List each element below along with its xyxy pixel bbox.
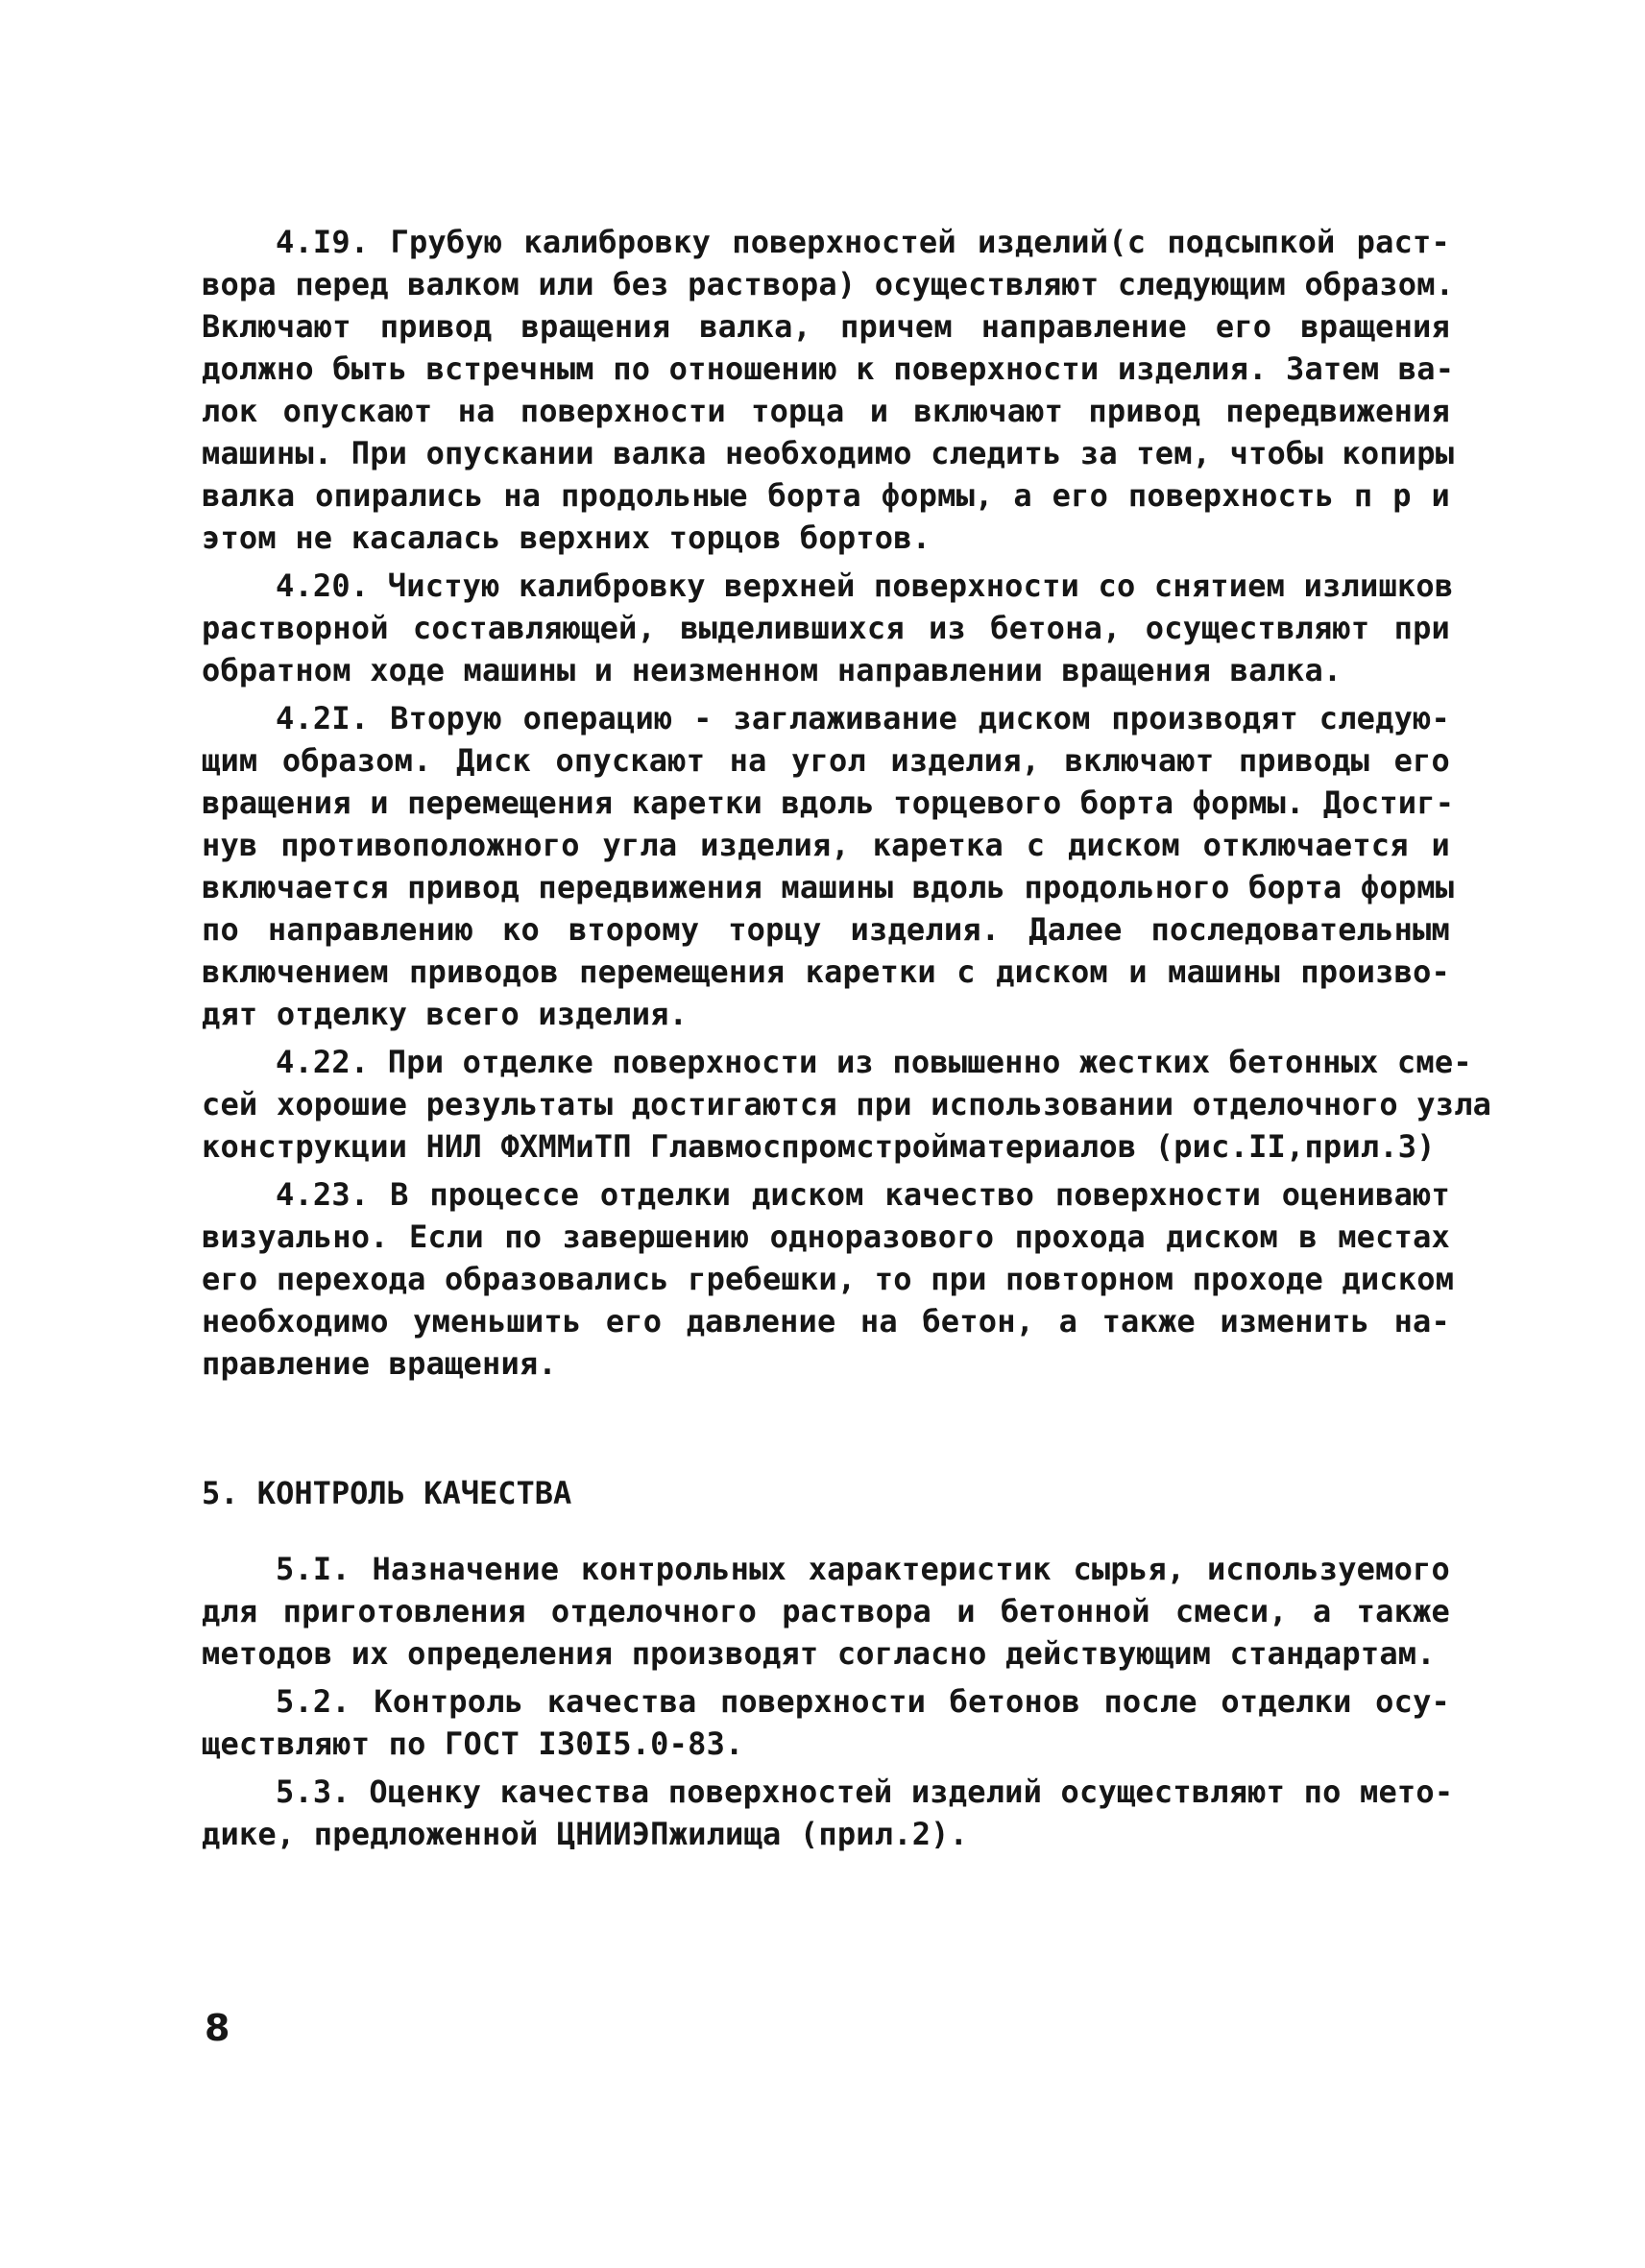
text-line: включением приводов перемещения каретки с диском и машины произво- — [202, 953, 1450, 990]
text-line: 4.2I. Вторую операцию - заглаживание диском производят следую- — [276, 700, 1450, 736]
text-line: 4.22. При отделке поверхности из повышенно жестких бетонных сме- — [276, 1044, 1472, 1080]
text-line: растворной составляющей, выделившихся из бетона, осуществляют при — [202, 610, 1450, 646]
text-line: щим образом. Диск опускают на угол изделия, включают приводы его — [202, 742, 1450, 779]
text-line: ществляют по ГОСТ I30I5.0-83. — [202, 1725, 744, 1762]
text-line: машины. При опускании валка необходимо следить за тем, чтобы копиры — [202, 435, 1455, 471]
text-line: нув противоположного угла изделия, каретка с диском отключается и — [202, 827, 1450, 863]
text-line: вращения и перемещения каретки вдоль торцевого борта формы. Достиг- — [202, 784, 1455, 821]
text-line: вора перед валком или без раствора) осуществляют следующим образом. — [202, 266, 1455, 302]
text-line: правление вращения. — [202, 1345, 557, 1382]
text-line: дят отделку всего изделия. — [202, 996, 689, 1032]
text-line: 4.20. Чистую калибровку верхней поверхности со снятием излишков — [276, 567, 1454, 604]
text-line: дике, предложенной ЦНИИЭПжилища (прил.2). — [202, 1816, 969, 1852]
text-line: методов их определения производят согласно действующим стандартам. — [202, 1635, 1436, 1672]
text-line: визуально. Если по завершению одноразового прохода диском в местах — [202, 1218, 1450, 1255]
text-line: включается привод передвижения машины вдоль продольного борта формы — [202, 869, 1455, 905]
text-line: лок опускают на поверхности торца и включают привод передвижения — [202, 393, 1450, 429]
text-line: валка опирались на продольные борта формы, а его поверхность п р и — [202, 477, 1450, 514]
text-line: сей хорошие результаты достигаются при использовании отделочного узла — [202, 1086, 1492, 1122]
text-line: обратном ходе машины и неизменном направлении вращения валка. — [202, 652, 1343, 688]
text-line: для приготовления отделочного раствора и бетонной смеси, а также — [202, 1593, 1450, 1629]
text-line: по направлению ко второму торцу изделия. Далее последовательным — [202, 911, 1450, 948]
text-line: необходимо уменьшить его давление на бетон, а также изменить на- — [202, 1303, 1450, 1339]
text-line: конструкции НИЛ ФХММиТП Главмоспромстройматериалов (рис.II,прил.3) — [202, 1128, 1436, 1165]
text-line: 4.23. В процессе отделки диском качество поверхности оценивают — [276, 1176, 1450, 1213]
text-line: 5.I. Назначение контрольных характеристик сырья, используемого — [276, 1551, 1450, 1587]
text-line: должно быть встречным по отношению к поверхности изделия. Затем ва- — [202, 350, 1455, 387]
text-line: Включают привод вращения валка, причем направление его вращения — [202, 308, 1450, 345]
text-line: этом не касалась верхних торцов бортов. — [202, 519, 931, 556]
text-line: 4.I9. Грубую калибровку поверхностей изделий(с подсыпкой раст- — [276, 224, 1450, 260]
text-line: 5.2. Контроль качества поверхности бетонов после отделки осу- — [276, 1683, 1450, 1720]
text-line: его перехода образовались гребешки, то при повторном проходе диском — [202, 1261, 1455, 1297]
page-number: 8 — [205, 2007, 230, 2049]
text-line: 5.3. Оценку качества поверхностей изделий осуществляют по мето- — [276, 1773, 1454, 1810]
section-heading: 5. КОНТРОЛЬ КАЧЕСТВА — [202, 1475, 572, 1511]
